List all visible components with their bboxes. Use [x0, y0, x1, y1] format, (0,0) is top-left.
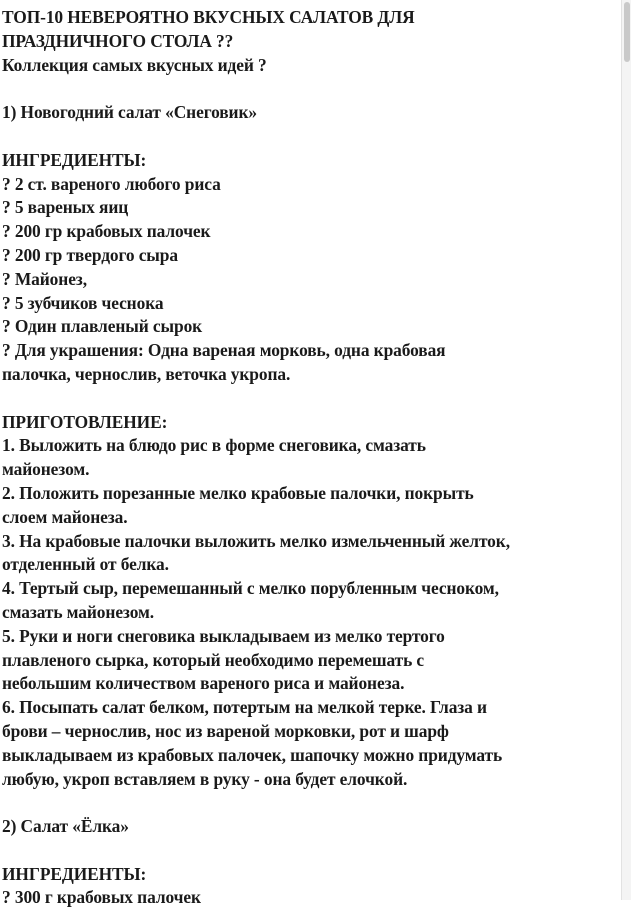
- ingredient-item: ? Майонез,: [2, 268, 87, 289]
- title-line-2: ПРАЗДНИЧНОГО СТОЛА ??: [2, 30, 234, 51]
- ingredient-item: ? 200 гр твердого сыра: [2, 244, 178, 265]
- subtitle: Коллекция самых вкусных идей ?: [2, 54, 267, 75]
- step-line: 1. Выложить на блюдо рис в форме снеговика, смазать: [2, 435, 426, 456]
- spacer: [2, 387, 614, 411]
- spacer: [2, 125, 614, 149]
- ingredient-item: ? Один плавленый сырок: [2, 316, 203, 337]
- recipe-1-heading: 1) Новогодний салат «Снеговик»: [2, 102, 257, 123]
- spacer: [2, 839, 614, 863]
- ingredient-item: ? Для украшения: Одна вареная морковь, одна крабовая: [2, 340, 446, 361]
- spacer: [2, 77, 614, 101]
- step-line: выкладываем из крабовых палочек, шапочку можно придумать: [2, 744, 503, 765]
- step-line: 5. Руки и ноги снеговика выкладываем из мелко тертого: [2, 625, 445, 646]
- step-line: слоем майонеза.: [2, 506, 128, 527]
- recipe-1-preparation-heading: ПРИГОТОВЛЕНИЕ:: [2, 411, 168, 432]
- step-line: 2. Положить порезанные мелко крабовые палочки, покрыть: [2, 482, 474, 503]
- vertical-scrollbar[interactable]: [621, 0, 631, 900]
- ingredient-item: ? 5 вареных яиц: [2, 197, 129, 218]
- step-line: смазать майонезом.: [2, 601, 154, 622]
- title-line-1: ТОП-10 НЕВЕРОЯТНО ВКУСНЫХ САЛАТОВ ДЛЯ: [2, 7, 415, 27]
- scrollbar-thumb[interactable]: [624, 2, 630, 62]
- step-line: небольшим количеством вареного риса и майонеза.: [2, 673, 405, 694]
- step-line: 4. Тертый сыр, перемешанный с мелко порубленным чесноком,: [2, 578, 499, 599]
- spacer: [2, 791, 614, 815]
- step-line: майонезом.: [2, 459, 90, 480]
- step-line: 6. Посыпать салат белком, потертым на мелкой терке. Глаза и: [2, 697, 487, 718]
- document-body: [2, 6, 614, 910]
- step-line: брови – чернослив, нос из вареной морковки, рот и шарф: [2, 720, 449, 741]
- recipe-2-ingredients-heading: ИНГРЕДИЕНТЫ:: [2, 863, 147, 884]
- ingredient-item: палочка, чернослив, веточка укропа.: [2, 363, 291, 384]
- step-line: плавленого сырка, который необходимо перемешать с: [2, 649, 425, 670]
- step-line: отделенный от белка.: [2, 554, 169, 575]
- ingredient-item: ? 2 ст. вареного любого риса: [2, 173, 221, 194]
- ingredient-item: ? 5 зубчиков чеснока: [2, 292, 164, 313]
- recipe-1-ingredients-heading: ИНГРЕДИЕНТЫ:: [2, 149, 147, 170]
- ingredient-item: ? 300 г крабовых палочек: [2, 887, 201, 908]
- step-line: 3. На крабовые палочки выложить мелко измельченный желток,: [2, 530, 510, 551]
- ingredient-item: ? 200 гр крабовых палочек: [2, 221, 211, 242]
- recipe-2-heading: 2) Салат «Ёлка»: [2, 816, 129, 837]
- step-line: любую, укроп вставляем в руку - она будет елочкой.: [2, 768, 408, 789]
